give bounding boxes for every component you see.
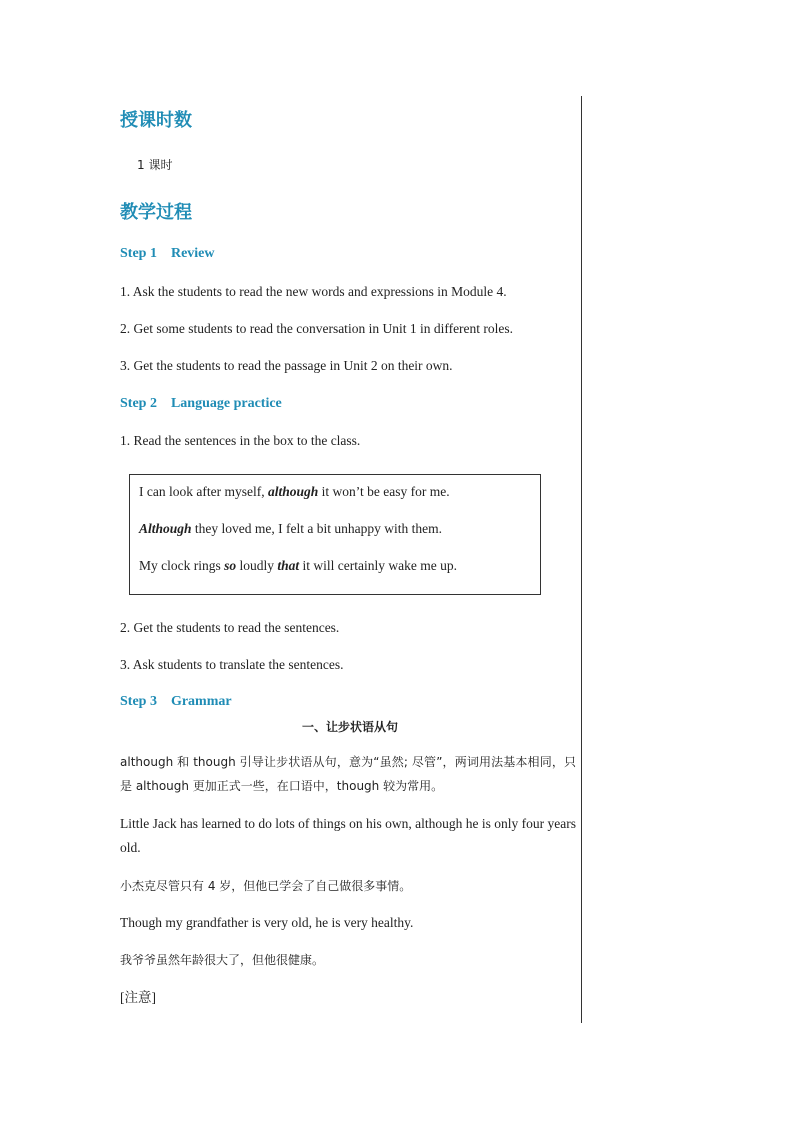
step3-name: Grammar	[170, 694, 232, 709]
process-heading: 教学过程	[120, 202, 192, 223]
step2-item-2: 2. Get the students to read the sentences.	[120, 620, 340, 635]
column-rule	[581, 96, 582, 1023]
step1-item-2: 2. Get some students to read the conversation in Unit 1 in different roles.	[120, 321, 514, 336]
keyword-although: although	[267, 484, 319, 499]
grammar-explanation: although 和 though 引导让步状语从句，意为“虽然; 尽管”，两词用法基本相同，只是 although 更加正式一些，在口语中，though 较为常用。	[120, 755, 576, 793]
box-sentence-3: My clock rings so loudly that it will certainly wake me up.	[139, 558, 457, 573]
keyword-that: that	[277, 558, 300, 573]
example-sentence-box	[129, 474, 541, 595]
step1-item-1: 1. Ask the students to read the new words and expressions in Module 4.	[120, 284, 507, 299]
example-en-2: Though my grandfather is very old, he is very healthy.	[120, 915, 414, 930]
step2-heading	[120, 396, 282, 412]
keyword-although-cap: Although	[139, 521, 192, 536]
step2-label: Step 2	[120, 396, 157, 411]
step1-label: Step 1	[120, 246, 157, 261]
step1-item-3: 3. Get the students to read the passage in Unit 2 on their own.	[120, 358, 453, 373]
step3-heading	[120, 694, 232, 710]
example-zh-2: 我爷爷虽然年龄很大了，但他很健康。	[120, 953, 325, 967]
step1-name: Review	[170, 246, 215, 261]
step3-label: Step 3	[120, 694, 157, 709]
note-label: [注意]	[120, 990, 156, 1005]
box-sentence-1: I can look after myself, although it won’t be easy for me.	[139, 484, 450, 499]
keyword-so: so	[224, 558, 237, 573]
box-sentence-2: Although they loved me, I felt a bit unhappy with them.	[139, 521, 442, 536]
hours-heading: 授课时数	[120, 110, 192, 131]
example-zh-1: 小杰克尽管只有 4 岁，但他已学会了自己做很多事情。	[120, 879, 412, 893]
hours-value: 1 课时	[137, 158, 173, 172]
step2-intro: 1. Read the sentences in the box to the class.	[120, 433, 361, 448]
step2-item-3: 3. Ask students to translate the sentences.	[120, 657, 344, 672]
step2-name: Language practice	[170, 396, 282, 411]
grammar-subtitle: 一、让步状语从句	[301, 720, 398, 734]
example-en-1: Little Jack has learned to do lots of things on his own, although he is only four years old.	[120, 816, 576, 855]
step1-heading	[120, 246, 215, 262]
